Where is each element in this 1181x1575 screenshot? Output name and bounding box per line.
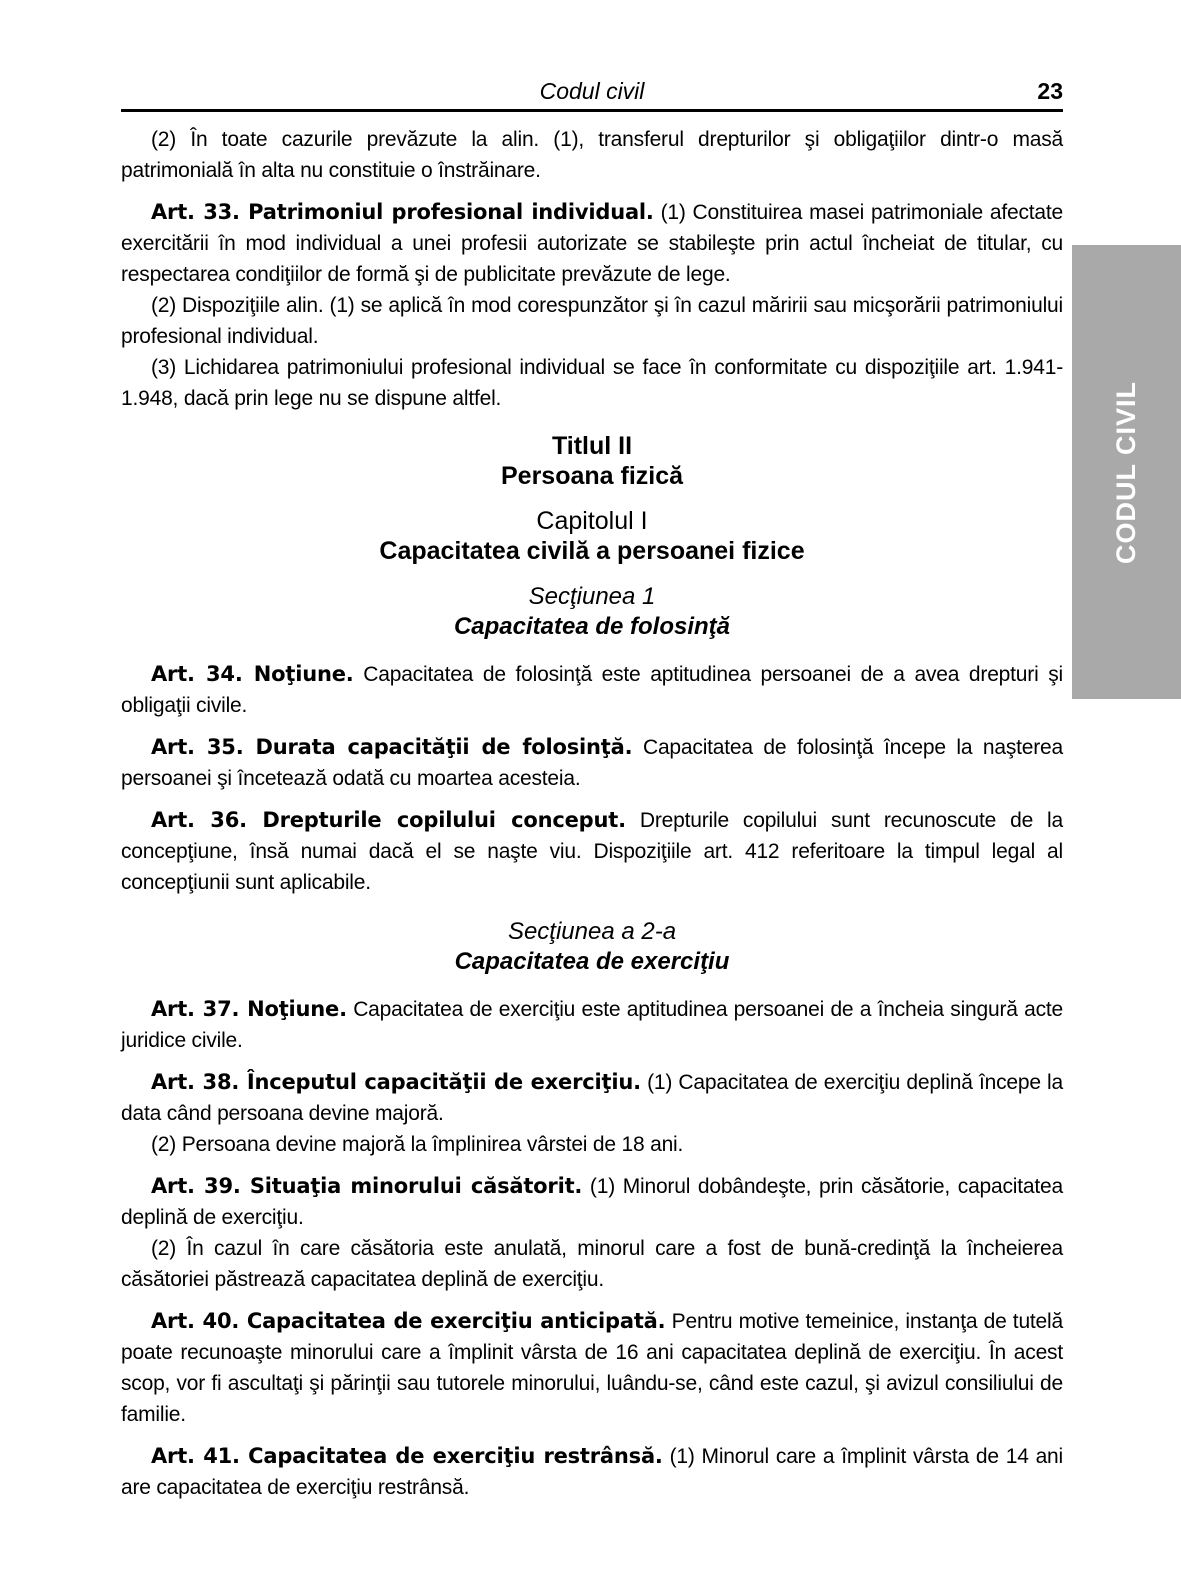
article-39 [121,1171,1063,1233]
codul-civil-edge-tab-label: CODUL CIVIL [1111,380,1142,564]
article-41-text: (1) Minorul care a împlinit vârsta de 14 ani are capacitatea de exerciţiu restrânsă. [121,1445,1063,1499]
article-41-heading: Art. 41. Capacitatea de exerciţiu restrânsă. [151,1444,663,1468]
article-33 [121,197,1063,290]
article-35 [121,732,1063,794]
page-number: 23 [1037,78,1063,104]
section-1-label: Secţiunea 1 [528,583,656,610]
article-35-heading: Art. 35. Durata capacităţii de folosinţă. [151,735,633,759]
article-40-text: Pentru motive temeinice, instanţa de tutelă poate recunoaşte minorului care a împlinit vârsta de 16 ani capacitatea deplină de exerciţiu. În acest scop, vor fi ascultaţi şi părinţii sau tutorele minorului, luându-se, când este cazul, şi avizul consiliului de familie. [121,1310,1063,1426]
section-2-label: Secţiunea a 2-a [507,918,677,945]
paragraph-art32-al2: (2) În toate cazurile prevăzute la alin. (1), transferul drepturilor şi obligaţiilor dintr-o masă patrimonială în alta nu constituie o înstrăinare. [121,128,1063,182]
paragraph-art38-al2: (2) Persoana devine majoră la împlinirea vârstei de 18 ani. [151,1133,684,1156]
chapter-i-label: Capitolul I [536,507,648,535]
chapter-i-name: Capacitatea civilă a persoanei fizice [379,537,805,565]
article-37-heading: Art. 37. Noţiune. [151,997,347,1021]
article-41 [121,1441,1063,1503]
page-content [121,0,1063,1503]
article-39-text: (1) Minorul dobândeşte, prin căsătorie, capacitatea deplină de exerciţiu. [121,1175,1063,1229]
article-36-text: Drepturile copilului sunt recunoscute de la concepţiune, însă numai dacă el se naşte viu. Dispoziţiile art. 412 referitoare la timpul legal al concepţiunii sunt aplicabile. [121,809,1063,894]
title-ii-heading [121,431,1063,491]
paragraph-art39-al2: (2) În cazul în care căsătoria este anulată, minorul care a fost de bună-credinţă la încheierea căsătoriei păstrează capacitatea deplină de exerciţiu. [121,1237,1063,1291]
article-34 [121,659,1063,721]
article-33-heading: Art. 33. Patrimoniul profesional individual. [151,200,654,224]
section-1-heading [121,582,1063,642]
chapter-i-heading [121,506,1063,566]
section-1-name: Capacitatea de folosinţă [453,613,731,640]
article-37-text: Capacitatea de exerciţiu este aptitudinea persoanei de a încheia singură acte juridice civile. [121,998,1063,1052]
article-34-heading: Art. 34. Noţiune. [151,662,354,686]
article-38-text: (1) Capacitatea de exerciţiu deplină începe la data când persoana devine majoră. [121,1071,1063,1125]
article-36-heading: Art. 36. Drepturile copilului conceput. [151,808,626,832]
article-35-text: Capacitatea de folosinţă începe la naşterea persoanei şi încetează odată cu moartea acesteia. [121,736,1064,790]
article-40-heading: Art. 40. Capacitatea de exerciţiu anticipată. [151,1309,666,1333]
article-33-text: (1) Constituirea masei patrimoniale afectate exercitării în mod individual a unei profesii autorizate se stabileşte prin actul încheiat de titular, cu respectarea condiţiilor de formă şi de publicitate prevăzute de lege. [121,201,1064,286]
codul-civil-edge-tab [1072,245,1181,699]
title-ii-name: Persoana fizică [500,462,684,490]
article-38 [121,1067,1063,1129]
article-40 [121,1306,1063,1430]
section-2-heading [121,917,1063,977]
article-34-text: Capacitatea de folosinţă este aptitudinea persoanei de a avea drepturi şi obligaţii civile. [121,663,1063,717]
paragraph-art33-al2: (2) Dispoziţiile alin. (1) se aplică în mod corespunzător şi în cazul măririi sau micşorării patrimoniului profesional individual. [121,294,1063,348]
article-36 [121,805,1063,898]
title-ii-label: Titlul II [551,432,633,460]
article-37 [121,994,1063,1056]
section-2-name: Capacitatea de exerciţiu [454,948,730,975]
running-header [121,0,1063,112]
article-39-heading: Art. 39. Situaţia minorului căsătorit. [151,1174,583,1198]
article-38-heading: Art. 38. Începutul capacităţii de exerciţiu. [151,1070,641,1094]
paragraph-art33-al3: (3) Lichidarea patrimoniului profesional individual se face în conformitate cu dispoziţiile art. 1.941-1.948, dacă prin lege nu se dispune altfel. [121,356,1063,410]
running-title: Codul civil [539,78,645,104]
